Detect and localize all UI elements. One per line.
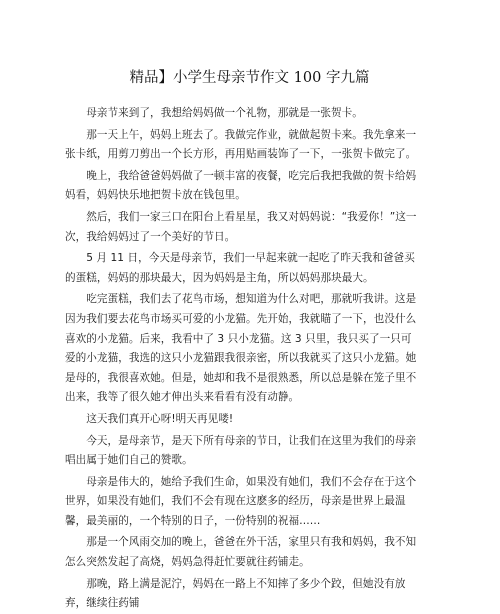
document-body <box>65 104 422 614</box>
paragraph: 那晚，路上满是泥泞，妈妈在一路上不知摔了多少个跤，但她没有放弃，继续往药铺 <box>65 577 406 610</box>
paragraph: 那是一个风雨交加的晚上，爸爸在外干活，家里只有我和妈妈，我不知怎么突然发起了高烧，妈妈急得赶忙要就往药铺走。 <box>65 536 417 569</box>
paragraph: 然后，我们一家三口在阳台上看星星，我又对妈妈说：“我爱你！”这一次，我给妈妈过了一个美好的节日。 <box>65 210 417 243</box>
paragraph: 那一天上午，妈妈上班去了。我做完作业，就做起贺卡来。我先拿来一张卡纸，用剪刀剪出一个长方形，再用贴画装饰了一下，一张贺卡做完了。 <box>65 128 417 161</box>
document-title: 精品】小学生母亲节作文 100 字九篇 <box>129 70 370 86</box>
paragraph: 今天，是母亲节，是天下所有母亲的节日，让我们在这里为我们的母亲唱出属于她们自己的赞歌。 <box>65 434 417 467</box>
paragraph: 这天我们真开心呀!明天再见喽! <box>86 412 234 425</box>
paragraph: 母亲节来到了，我想给妈妈做一个礼物，那就是一张贺卡。 <box>86 107 363 119</box>
paragraph: 晚上，我给爸爸妈妈做了一顿丰富的夜餐，吃完后我把我做的贺卡给妈妈看，妈妈快乐地把贺卡放在钱包里。 <box>65 169 417 202</box>
paragraph: 吃完蛋糕，我们去了花鸟市场，想知道为什么对吧，那就听我讲。这是因为我们要去花鸟市场买可爱的小龙猫。先开始，我就瞄了一下，也没什么喜欢的小龙猫。后来，我看中了 3 只小龙猫。这 3 只里，我只买了一只可爱的小龙猫，我选的这只小龙猫跟我很亲密，所以我就买了这只小龙猫。她是母的，我很喜欢她。但是，她却和我不是很熟悉，所以总是躲在笼子里不出来，我等了很久她才伸出头来看看有没有动静。 <box>65 293 417 404</box>
paragraph: 母亲是伟大的，她给予我们生命，如果没有她们，我们不会存在于这个世界，如果没有她们，我们不会有现在这麽多的经历，母亲是世界上最温馨，最美丽的，一个特别的日子，一份特别的祝福…… <box>65 475 417 527</box>
paragraph: 5 月 11 日，今天是母亲节，我们一早起来就一起吃了昨天我和爸爸买的蛋糕，妈妈的那块最大，因为妈妈是主角，所以妈妈那块最大。 <box>65 252 415 284</box>
